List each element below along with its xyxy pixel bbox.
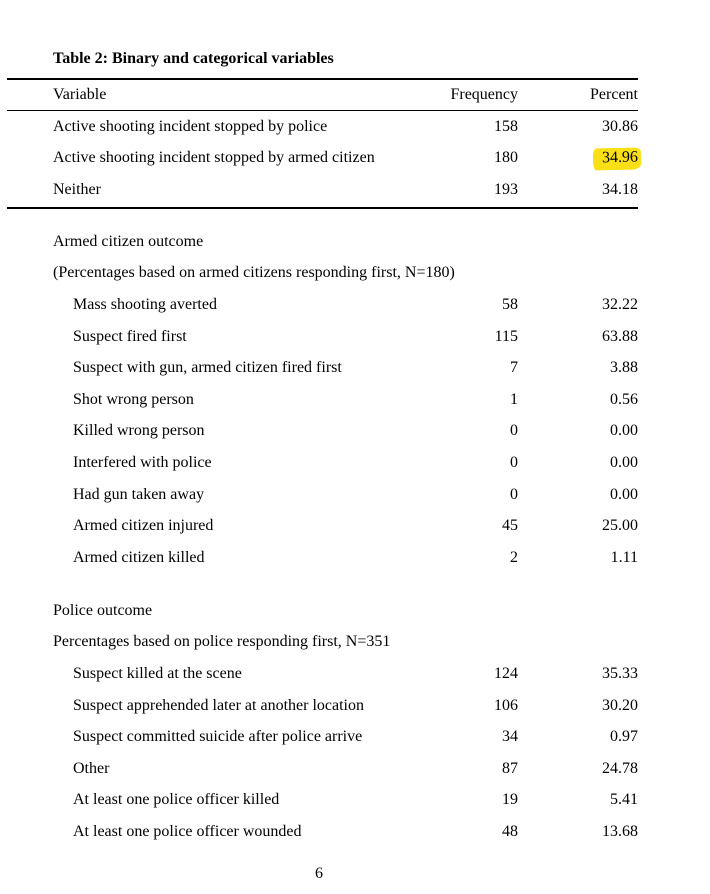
row-label: Active shooting incident stopped by police [53, 117, 328, 135]
table-row [53, 111, 638, 143]
row-percent: 35.33 [602, 664, 638, 682]
table-row [53, 447, 638, 479]
row-frequency: 106 [494, 696, 518, 714]
row-label: Suspect with gun, armed citizen fired first [73, 359, 342, 377]
row-label: At least one police officer wounded [73, 822, 302, 840]
row-frequency: 158 [494, 117, 518, 135]
row-frequency: 87 [502, 759, 518, 777]
table-row [53, 753, 638, 785]
row-frequency: 124 [494, 664, 518, 682]
row-percent: 3.88 [610, 359, 638, 377]
table-row [53, 143, 638, 175]
section-heading-row [53, 595, 638, 627]
column-header-percent: Percent [590, 85, 638, 103]
row-percent: 0.56 [610, 390, 638, 408]
section-subheading: Percentages based on police responding first, N=351 [53, 633, 391, 651]
row-label: Shot wrong person [73, 390, 194, 408]
table-row [53, 416, 638, 448]
section-subheading-row [53, 627, 638, 659]
row-percent: 34.18 [602, 180, 638, 198]
row-label: Suspect fired first [73, 327, 187, 345]
row-percent: 30.20 [602, 696, 638, 714]
row-percent: 0.97 [610, 728, 638, 746]
row-frequency: 7 [510, 359, 518, 377]
section-heading: Police outcome [53, 601, 153, 619]
row-percent: 63.88 [602, 327, 638, 345]
row-percent: 13.68 [602, 822, 638, 840]
row-label: At least one police officer killed [73, 791, 280, 809]
row-percent: 5.41 [610, 791, 638, 809]
row-percent: 0.00 [610, 453, 638, 471]
row-label: Neither [53, 180, 101, 198]
summary-rows [53, 111, 638, 206]
row-frequency: 0 [510, 422, 518, 440]
row-label: Active shooting incident stopped by armed citizen [53, 149, 375, 167]
row-label: Suspect committed suicide after police arrive [73, 728, 363, 746]
table-row [53, 479, 638, 511]
section-subheading: (Percentages based on armed citizens responding first, N=180) [53, 264, 455, 282]
row-frequency: 58 [502, 295, 518, 313]
section-heading-row [53, 226, 638, 258]
row-percent: 32.22 [602, 295, 638, 313]
row-label: Mass shooting averted [73, 295, 217, 313]
row-frequency: 1 [510, 390, 518, 408]
row-frequency: 34 [502, 728, 518, 746]
table-row [53, 690, 638, 722]
table-row [53, 174, 638, 206]
table-row [53, 352, 638, 384]
table-bottom-rule [7, 207, 638, 209]
row-percent: 24.78 [602, 759, 638, 777]
column-header-frequency: Frequency [450, 85, 518, 103]
row-label: Killed wrong person [73, 422, 205, 440]
row-frequency: 193 [494, 180, 518, 198]
row-label: Suspect apprehended later at another location [73, 696, 364, 714]
row-percent: 30.86 [602, 117, 638, 135]
table-row [53, 510, 638, 542]
table-row [53, 384, 638, 416]
page-number: 6 [315, 864, 323, 882]
row-frequency: 19 [502, 791, 518, 809]
row-label: Armed citizen injured [73, 517, 214, 535]
row-label: Interfered with police [73, 453, 212, 471]
table-row [53, 289, 638, 321]
row-percent: 25.00 [602, 517, 638, 535]
table-header-row [53, 79, 638, 110]
row-label: Other [73, 759, 110, 777]
highlight-mark: 34.96 [593, 148, 641, 171]
table-row [53, 785, 638, 817]
table-row [53, 816, 638, 848]
row-label: Suspect killed at the scene [73, 664, 242, 682]
row-percent: 0.00 [610, 422, 638, 440]
row-percent [518, 149, 638, 167]
section-heading: Armed citizen outcome [53, 232, 204, 250]
row-label: Had gun taken away [73, 485, 205, 503]
row-frequency: 0 [510, 453, 518, 471]
row-label: Armed citizen killed [73, 548, 205, 566]
table-row [53, 542, 638, 574]
row-frequency: 180 [494, 149, 518, 167]
row-percent: 0.00 [610, 485, 638, 503]
section-subheading-row [53, 258, 638, 290]
table-title: Table 2: Binary and categorical variables [53, 50, 334, 67]
armed-citizen-outcome-section [53, 226, 638, 574]
table-row [53, 721, 638, 753]
table-row [53, 321, 638, 353]
row-frequency: 45 [502, 517, 518, 535]
column-header-variable: Variable [53, 85, 107, 103]
row-frequency: 48 [502, 822, 518, 840]
police-outcome-section [53, 595, 638, 848]
row-frequency: 0 [510, 485, 518, 503]
table-row [53, 658, 638, 690]
row-percent: 1.11 [610, 548, 638, 566]
row-frequency: 115 [494, 327, 518, 345]
row-frequency: 2 [510, 548, 518, 566]
